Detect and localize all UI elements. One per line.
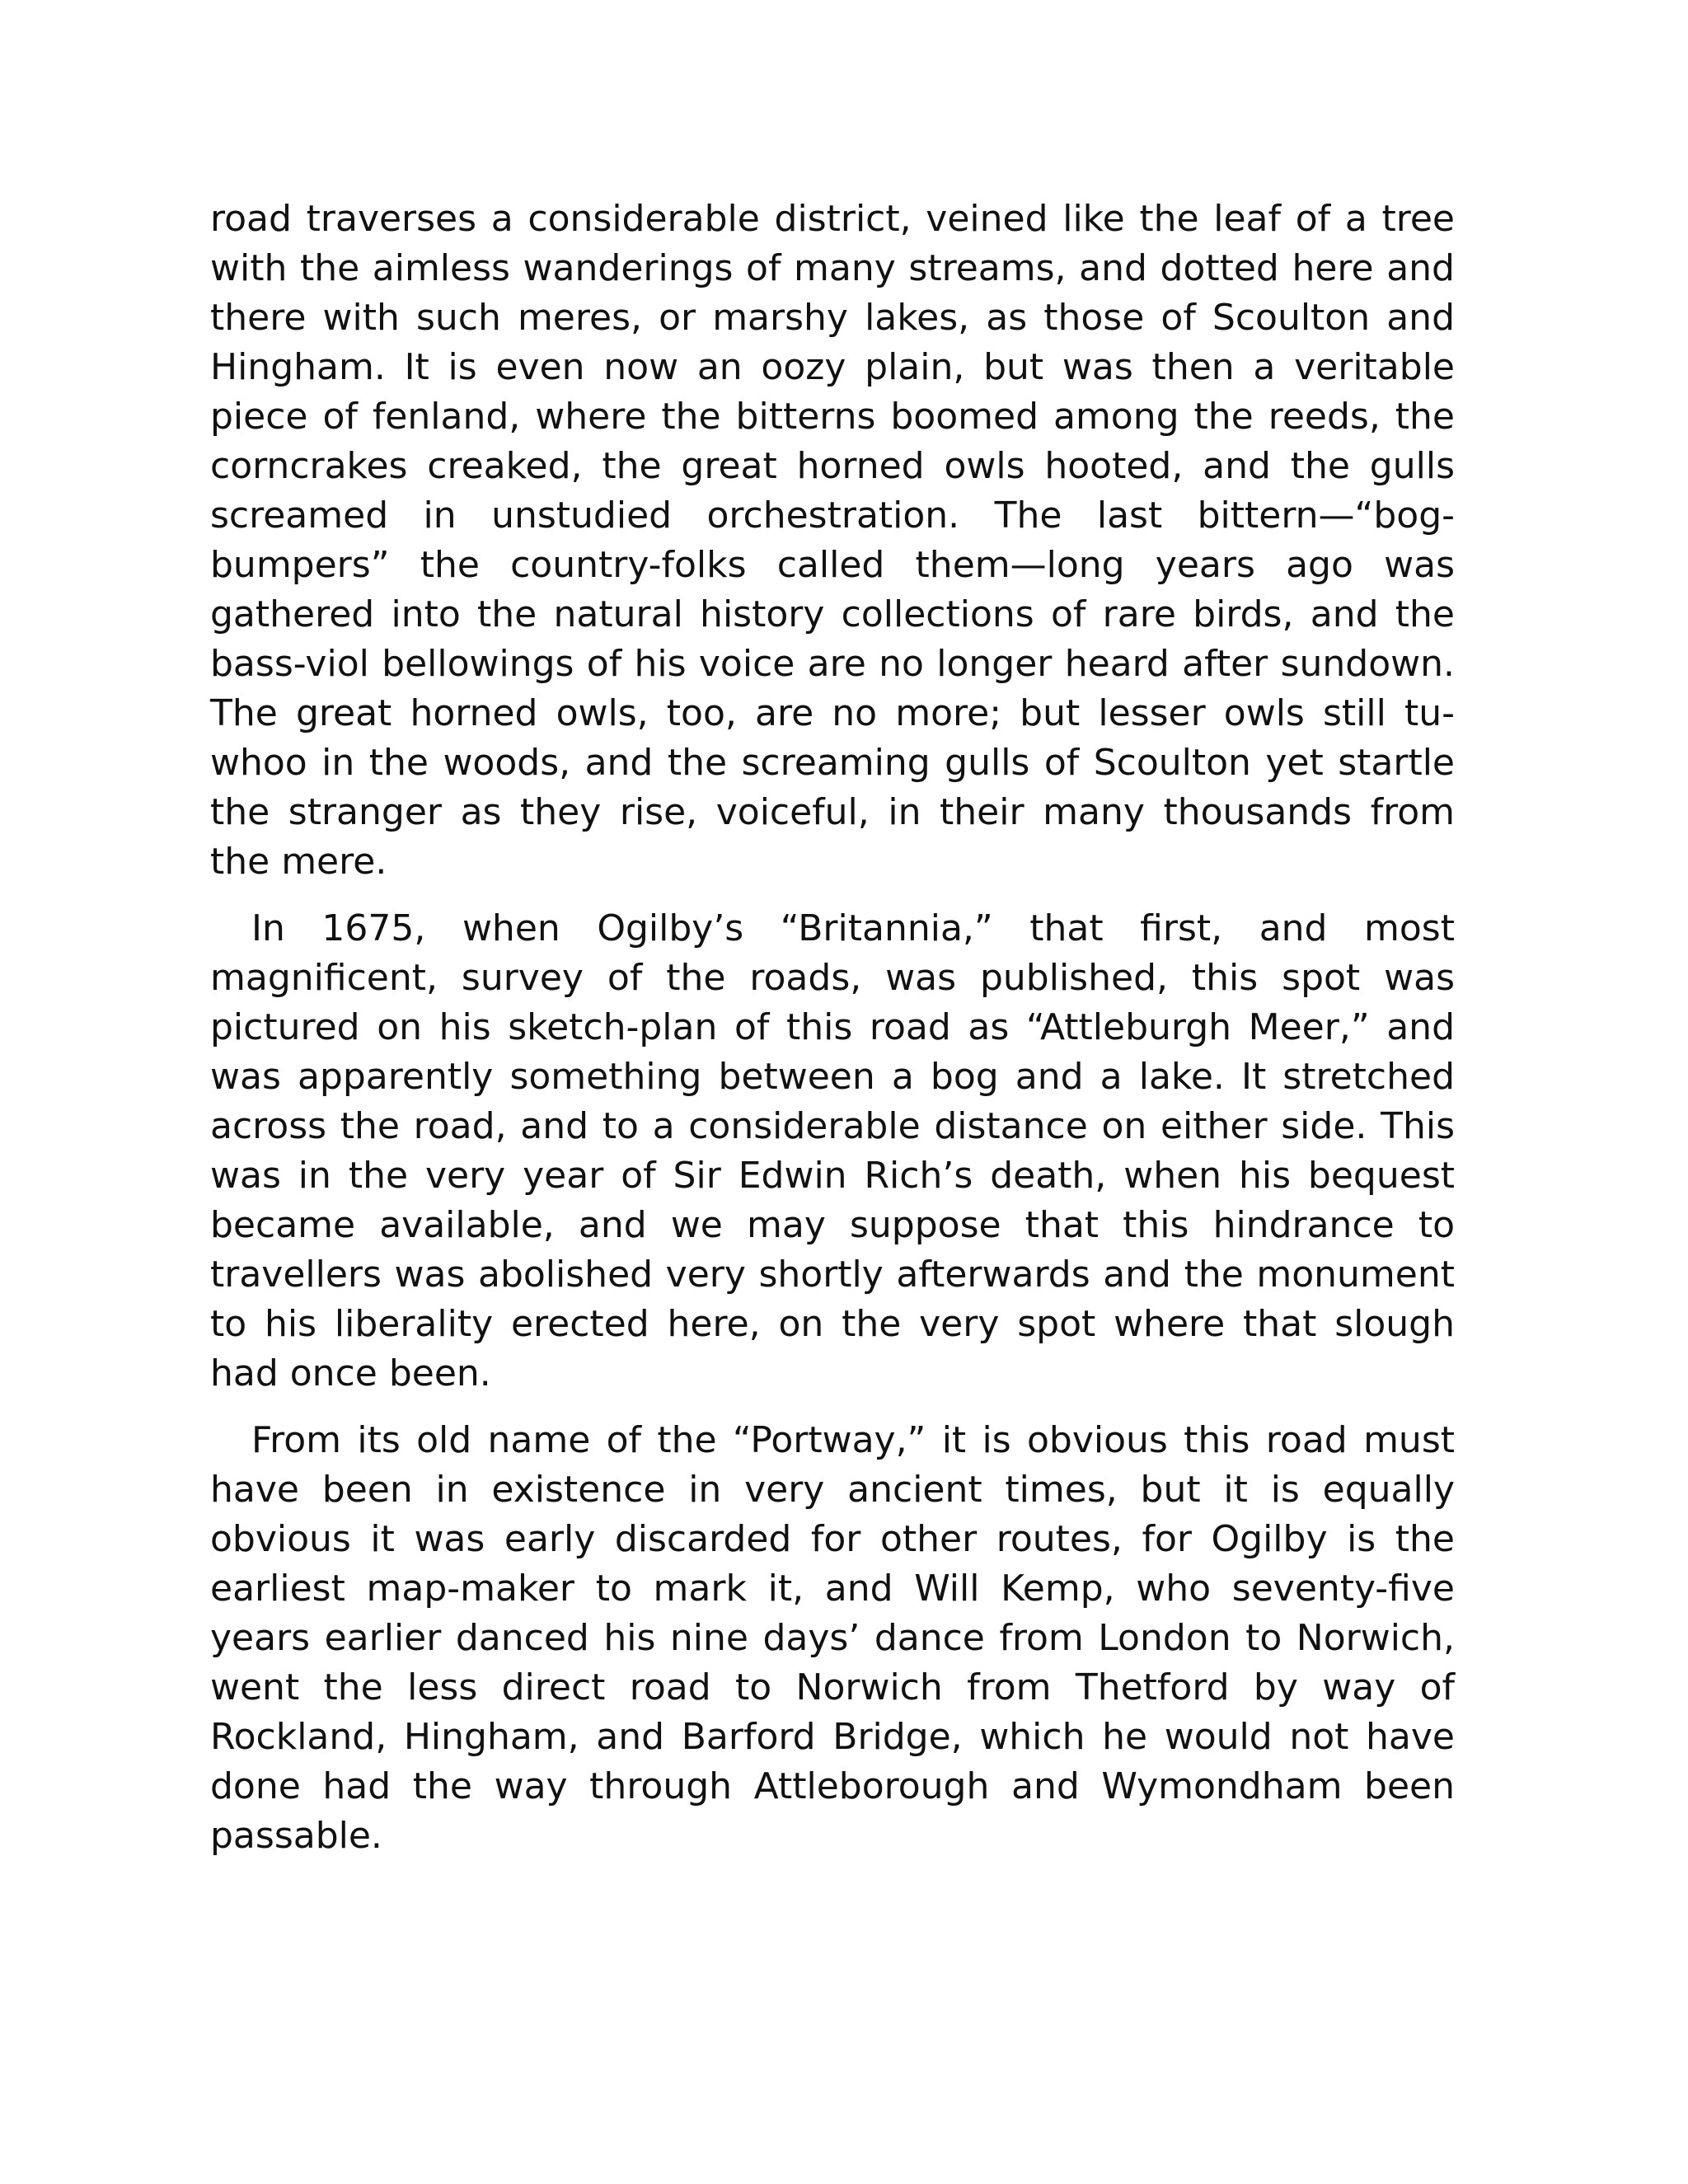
paragraph-continuation: road traverses a considerable district, veined like the leaf of a tree with the aimless wanderings of many streams, and dotted here and there with such meres, or marshy lakes, as those of Scoulton and Hingham. It is even now an oozy plain, but was then a veritable piece of fenland, where the bitterns boomed among the reeds, the corncrakes creaked, the great horned owls hooted, and the gulls screamed in unstudied orchestration. The last bittern—“bog-bumpers” the country-folks called them—long years ago was gathered into the natural history collections of rare birds, and the bass-viol bellowings of his voice are no longer heard after sundown. The great horned owls, too, are no more; but lesser owls still tu-whoo in the woods, and the screaming gulls of Scoulton yet startle the stranger as they rise, voiceful, in their many thousands from the mere. <box>210 198 1455 883</box>
page-body <box>210 194 1455 1861</box>
paragraph-portway: From its old name of the “Portway,” it is obvious this road must have been in existence in very ancient times, but it is equally obvious it was early discarded for other routes, for Ogilby is the earliest map-maker to mark it, and Will Kemp, who seventy-five years earlier danced his nine days’ dance from London to Norwich, went the less direct road to Norwich from Thetford by way of Rockland, Hingham, and Barford Bridge, which he would not have done had the way through Attleborough and Wymondham been passable. <box>210 1419 1455 1857</box>
paragraph-ogilby-britannia: In 1675, when Ogilby’s “Britannia,” that first, and most magnificent, survey of the roads, was published, this spot was pictured on his sketch-plan of this road as “Attleburgh Meer,” and was apparently something between a bog and a lake. It stretched across the road, and to a considerable distance on either side. This was in the very year of Sir Edwin Rich’s death, when his bequest became available, and we may suppose that this hindrance to travellers was abolished very shortly afterwards and the monument to his liberality erected here, on the very spot where that slough had once been. <box>210 907 1455 1394</box>
